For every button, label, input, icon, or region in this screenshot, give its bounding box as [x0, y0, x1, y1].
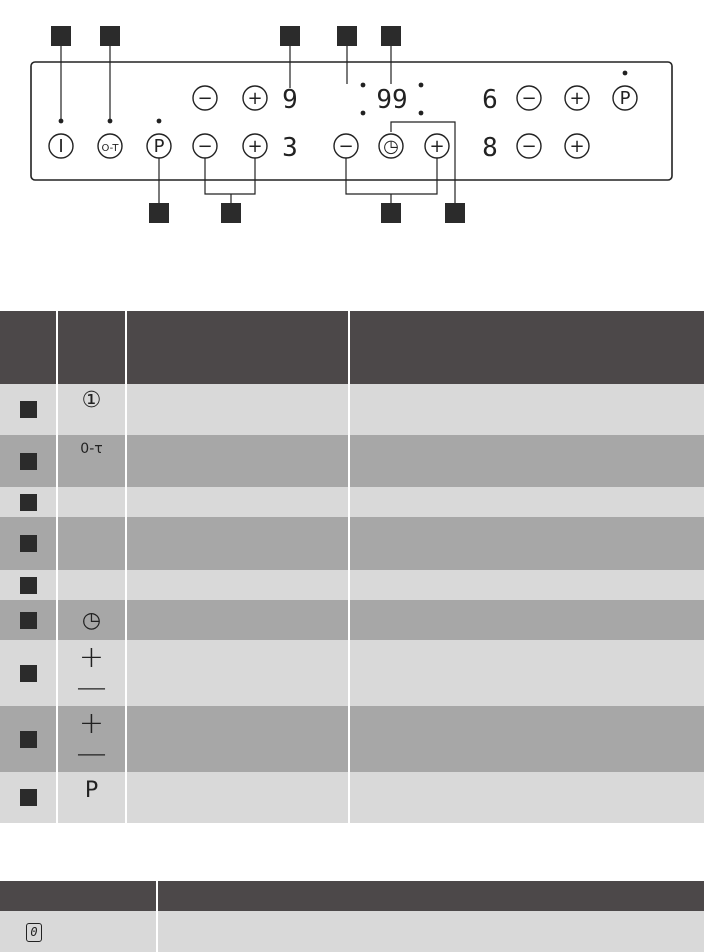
on-off-button[interactable]	[49, 134, 73, 158]
callout-marker	[20, 494, 37, 511]
display-digit-icon: 0	[26, 923, 42, 942]
pause-button[interactable]	[613, 86, 637, 110]
svg-text:+: +	[569, 88, 585, 109]
display-table	[0, 881, 704, 952]
plus-minus-icon	[58, 640, 125, 705]
callout-marker	[337, 26, 357, 46]
callout-marker	[280, 26, 300, 46]
callout-marker	[221, 203, 241, 223]
sensor-field-table	[0, 311, 704, 823]
panel-frame	[31, 62, 672, 180]
svg-text:+: +	[247, 136, 263, 157]
table-row	[0, 570, 704, 600]
table-header	[0, 311, 704, 384]
on-off-icon: ①	[57, 384, 126, 435]
svg-text:−: −	[197, 88, 213, 109]
timer-display: 99	[376, 85, 408, 115]
plus-minus-icon	[58, 706, 125, 771]
callout-marker	[20, 665, 37, 682]
callout-marker	[100, 26, 120, 46]
callout-marker	[445, 203, 465, 223]
minus-icon: —	[76, 736, 107, 771]
svg-text:◷: ◷	[383, 136, 399, 157]
minus-button[interactable]	[193, 134, 217, 158]
svg-text:−: −	[521, 136, 537, 157]
zone-display: 9	[282, 85, 298, 115]
callout-marker	[20, 577, 37, 594]
svg-text:−: −	[197, 136, 213, 157]
svg-text:−: −	[521, 88, 537, 109]
callout-marker	[20, 401, 37, 418]
zone-display: 8	[482, 133, 498, 163]
timer-button[interactable]	[379, 134, 403, 158]
table-row	[0, 384, 704, 435]
callout-marker	[20, 535, 37, 552]
timer-icon: ◷	[57, 600, 126, 640]
table-row	[0, 435, 704, 487]
plus-button[interactable]	[565, 134, 589, 158]
plus-button[interactable]	[425, 134, 449, 158]
callout-marker	[20, 612, 37, 629]
svg-text:I: I	[58, 136, 64, 157]
callout-marker	[20, 731, 37, 748]
callout-marker	[381, 26, 401, 46]
table-row	[0, 911, 704, 952]
control-panel-diagram	[0, 0, 704, 240]
table-row	[0, 640, 704, 706]
lock-button[interactable]	[98, 134, 122, 158]
plus-icon: +	[78, 706, 105, 741]
plus-button[interactable]	[243, 86, 267, 110]
table-row	[0, 517, 704, 570]
minus-icon: —	[76, 670, 107, 705]
svg-text:P: P	[153, 136, 165, 157]
plus-button[interactable]	[565, 86, 589, 110]
minus-button[interactable]	[517, 134, 541, 158]
table-row	[0, 772, 704, 823]
minus-button[interactable]	[517, 86, 541, 110]
callout-marker	[20, 789, 37, 806]
minus-button[interactable]	[334, 134, 358, 158]
plus-icon: +	[78, 640, 105, 675]
minus-button[interactable]	[193, 86, 217, 110]
table-row	[0, 600, 704, 640]
table-row	[0, 706, 704, 772]
table-header	[0, 881, 704, 911]
svg-text:−: −	[338, 136, 354, 157]
callout-marker	[381, 203, 401, 223]
callout-marker	[149, 203, 169, 223]
zone-display: 6	[482, 85, 498, 115]
zone-display: 3	[282, 133, 298, 163]
key-lock-icon: 0-τ	[57, 435, 126, 487]
pause-icon: P	[57, 772, 126, 823]
table-row	[0, 487, 704, 517]
svg-text:+: +	[429, 136, 445, 157]
plus-button[interactable]	[243, 134, 267, 158]
svg-text:+: +	[247, 88, 263, 109]
svg-text:P: P	[619, 88, 631, 109]
svg-text:+: +	[569, 136, 585, 157]
callout-marker	[51, 26, 71, 46]
callout-marker	[20, 453, 37, 470]
svg-text:O-T: O-T	[101, 143, 119, 154]
pause-button[interactable]	[147, 134, 171, 158]
